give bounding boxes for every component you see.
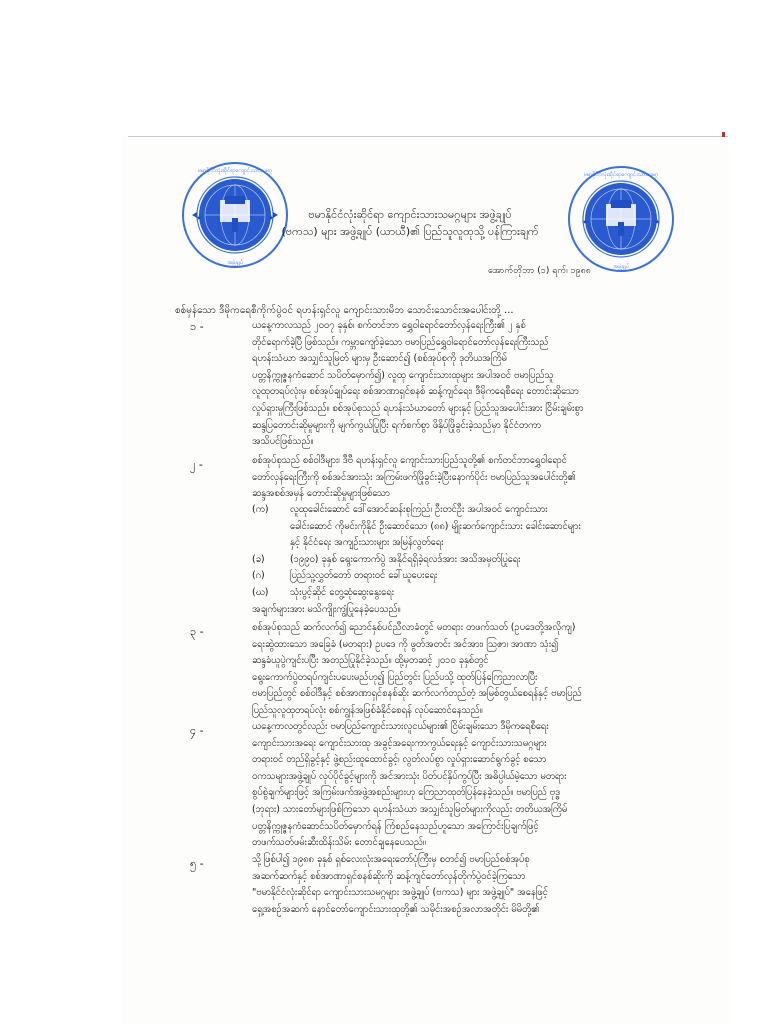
list-item-label: (ဃ) <box>252 587 269 598</box>
paragraph-line: ရေးဆွဲထားသော အခြေခံ (မတရား) ဥပဒေ ကို ဖွတ်အတင်း အင်အား၊ ဩဇာ၊ အာဏာ သုံး၍ <box>252 638 559 650</box>
paragraph-closing: အချက်များအား မသိကျိုးကျွံပြုနေခဲ့ပေသည်။ <box>252 604 401 615</box>
svg-text:ဗမာနိုင်ငံလုံးဆိုင်ရာကျောင်းသာ: ဗမာနိုင်ငံလုံးဆိုင်ရာကျောင်းသားသမဂ္ဂ <box>197 168 273 174</box>
paragraph-line: အဆက်ဆက်နှင့် စစ်အာဏာရှင်စနစ်ဆိုးကို ဆန့်ကျင်တော်လှန်တိုက်ပွဲဝင်ခဲ့ကြသော <box>252 870 526 882</box>
paragraph-line: စွပ်စွဲချက်များဖြင့် အကြမ်းဖက်အဖွဲ့အစည်းများဟု ကြေညာထုတ်ပြန်နေခဲ့သည်။ ဗမာပြည် ဗုဒ္ဓ <box>252 787 560 799</box>
paragraph-line: တော်လှန်ရေးကြီးကို စစ်အင်အားသုံး အကြမ်းဖက်ဖြိုခွင်းခဲ့ပြီးနောက်ပိုင်း ဗမာပြည်သူအပေါင်းတို့၏ <box>252 471 576 483</box>
paragraph-line: စစ်အုပ်စုသည် စစ်ဝါဒီများ၊ ဒီဗီ ရဟန်းရှင်လူ ကျောင်းသားပြည်သူတို့၏ စက်တင်ဘာရွှေဝါရောင် <box>252 455 567 466</box>
paragraph-number: ၂ - <box>190 458 203 471</box>
paragraph-line: ရဟန်းသံဃာ အသျှင်သူမြတ် များမှ ဦးဆောင်၍ (စစ်အုပ်စုကို ဒုတိယအကြိမ် <box>252 353 507 365</box>
paragraph-number: ၁ - <box>190 320 204 333</box>
list-item <box>252 569 697 586</box>
paragraph-line: တဖက်သတ်ဖမ်းဆီးထိန်းသိမ်း တောင်ချနေပေသည်။ <box>252 837 426 849</box>
paragraph-line: ဗမာပြည်တွင် စစ်ဝါဒီနှင့် စစ်အာဏာရှင်စနစ်ဆိုး ဆက်လက်တည်တံ့ အမြစ်တွယ်စေရန်နှင့် ဗမာပြည် <box>252 688 582 700</box>
paragraph-4 <box>252 719 697 852</box>
paragraph-line: ဆန္ဒအစစ်အမှန် တောင်းဆိုမှုများဖြစ်သော <box>252 488 390 500</box>
paragraph-line: ဆန္ဒခံယူပွဲကျင်းပပြီး အတည်ပြုနိုင်ခဲ့သည်။ ထို့မှတဆင့် ၂၀၁၀ ခုနှစ်တွင် <box>252 655 489 667</box>
list-item-text: ပြည်သူ့လွှတ်တော် တရားဝင် ခေါ်ယူပေးရေး <box>290 570 438 582</box>
svg-text:★: ★ <box>582 218 589 226</box>
paragraph-line: ပတ္တနိက္ကုဇ္ဇနကံဆောင် သပိတ်မှောက်၍) လူထု ကျောင်းသားထုများ အပါအဝင် ဗမာပြည်သူ <box>252 369 554 381</box>
reference-number: အောက်တိုဘာ (၁) ရက်၊ ၁၉၈၈ <box>488 266 591 276</box>
paragraph-line: တရားဝင် တည်ရှိခွင့်နှင့် ဖွဲ့စည်းထူထောင်ခွင့်၊ လွတ်လပ်စွာ လှုပ်ရှားဆောင်ရွက်ခွင့် စသော <box>252 754 547 766</box>
paragraph-number: ၄ - <box>190 724 204 737</box>
list-item-label: (က) <box>252 504 269 515</box>
svg-text:★: ★ <box>196 214 203 222</box>
paragraph-line: လှုပ်ရှားမှုကြီးဖြစ်သည်။ စစ်အုပ်စုသည် ရဟန်းသံဃာတော် များနှင့် ပြည်သူအပေါင်းအား ငြိမ်းချမ်းစွာ <box>252 402 584 414</box>
right-seal-icon <box>566 164 676 274</box>
list-item-text: (၁၉၉၀) ခုနှစ် ရွေးကောက်ပွဲ အနိုင်ရရှိခဲ့ရလဒ်အား အသိအမှတ်ပြုရေး <box>290 553 521 565</box>
title-line-1: ဗမာနိုင်ငံလုံးဆိုင်ရာ ကျောင်းသားသမဂ္ဂများ အဖွဲ့ချုပ် <box>308 208 512 221</box>
paragraph-line: ယနေ့ကာလတွင်လည်း ဗမာပြည်ကျောင်းသားလူငယ်များ၏ ငြိမ်းချမ်းသော ဒီမိုကရေစီရေး <box>252 721 549 732</box>
paragraph-line: ကျောင်းသားအရေး ကျောင်းသားထု အခွင့်အရေးကာကွယ်ရေးနှင့် ကျောင်းသားသမဂ္ဂများ <box>252 737 547 749</box>
paragraph-2 <box>252 453 697 503</box>
svg-text:အဖွဲ့ချုပ်: အဖွဲ့ချုပ် <box>226 260 244 266</box>
paragraph-1 <box>252 318 697 451</box>
paragraph-line: ယနေ့ကာလသည် ၂၀၀၇ ခုနှစ်၊ စက်တင်ဘာ ရွှေဝါရောင်တော်လှန်ရေးကြီး၏ ၂ နှစ် <box>252 320 526 331</box>
paragraph-line: "ဗမာနိုင်ငံလုံးဆိုင်ရာ ကျောင်းသားသမဂ္ဂများ အဖွဲ့ချုပ် (ဗကသ) များ အဖွဲ့ချုပ်" အနေဖြင့် <box>252 887 548 899</box>
paragraph-number: ၅ - <box>190 857 204 870</box>
paragraph-number: ၃ - <box>190 625 204 638</box>
svg-text:ဗမာနိုင်ငံလုံးဆိုင်ရာကျောင်းသာ: ဗမာနိုင်ငံလုံးဆိုင်ရာကျောင်းသားသမဂ္ဂ <box>583 172 659 178</box>
paragraph-line: စစ်အုပ်စုသည် ဆက်လက်၍ ညောင်နှစ်ပင်ညီလာခံတွင် မတရား တဖက်သတ် (ဥပဒေတို့အလိုကျ) <box>252 622 576 633</box>
paragraph-line: ဝကသများအဖွဲ့ချုပ် လုပ်ပိုင်ခွင့်များကို အင်အားသုံး ပိတ်ပင်နှိပ်ကွပ်ပြီး အဓိပ္ပါယ်မဲ့သော မတရား <box>252 770 567 782</box>
top-edge-line <box>128 136 728 137</box>
list-item <box>252 503 697 520</box>
paragraph-line: လူထုတရပ်လုံးမှ စစ်အုပ်ချုပ်ရေး စစ်အာဏာရှင်စနစ် ဆန့်ကျင်ရေး၊ ဒီမိုကရေစီရေး တောင်းဆိုသော <box>252 386 579 398</box>
document-title <box>265 206 555 240</box>
paragraph-line: ရှေ့အစဉ်အဆက် နောင်တော်ကျောင်းသားထုတို့၏ သမိုင်းအစဉ်အလာအတိုင်း မိမိတို့၏ <box>252 903 540 915</box>
list-item-text: နှင့် နိုင်ငံရေး အကျဉ်းသားများ အမြန်လွတ်ရေး <box>290 537 444 549</box>
paragraph-line: ရွေးကောက်ပွဲတရပ်ကျင်းပပေးမည်ဟု၍ ပြည်တွင်း ပြည်ပသို့ ထုတ်ပြန်ကြေညာလာပြီး <box>252 671 538 683</box>
svg-text:★: ★ <box>654 218 661 226</box>
list-item-text: ခေါင်းဆောင် ကိုမင်းကိုနိုင် ဦးဆောင်သော (၈၈) မျိုးဆက်ကျောင်းသား ခေါင်းဆောင်များ <box>290 520 581 532</box>
title-line-2: (ဗကသ) များ အဖွဲ့ချုပ် (ယာယီ)၏ ပြည်သူလူထုသို့ ပန်ကြားချက် <box>281 225 539 238</box>
paragraph-3 <box>252 620 697 720</box>
list-item-label: (ခ) <box>252 553 265 565</box>
paragraph-line: အသိပင်ဖြစ်သည်။ <box>252 436 314 448</box>
paragraph-line: တိုင်ရောက်ခဲ့ပြီ ဖြစ်သည်။ ကမ္ဘာကျော်ခဲ့သော ဗမာပြည်ရွှေဝါရောင်တော်လှန်ရေးကြီးသည် <box>252 336 549 348</box>
paragraph-line: ပတ္တနိက္ကုဇ္ဇနကံဆောင်သပိတ်မှောက်ရန် ကြံစည်နေသည်ဟူသော အကြောင်းပြချက်ဖြင့် <box>252 820 539 832</box>
list-item <box>252 553 697 570</box>
svg-text:အဖွဲ့ချုပ်: အဖွဲ့ချုပ် <box>612 264 630 270</box>
paragraph-line: ဆန္ဒပြတောင်းဆိုမှုများကို မျက်ကွယ်ပြုပြီး ရက်စက်စွာ ဖိနှိပ်ဖြိုခွင်းခဲ့သည်မှာ နိုင်ငံတကာ <box>252 419 542 431</box>
salutation: စစ်မှန်သော ဒီမိုကရေစီကိုက်ပွဲဝင် ရဟန်းရှင်လူ ကျောင်းသားမိဘ သောင်းသောင်းအပေါင်းတို့ ... <box>175 305 514 316</box>
svg-text:★: ★ <box>268 214 275 222</box>
paragraph-line: ပြည်သူလူထုတရပ်လုံး စစ်ကျွန်အဖြစ်ခံနိုင်စေရန် လုပ်ဆောင်နေသည်။ <box>252 704 483 716</box>
list-item-text: လူထုခေါင်းဆောင် ဒေါ်အောင်ဆန်းစုကြည်၊ ဦးတင်ဦး အပါအဝင် ကျောင်းသား <box>290 504 548 515</box>
list-item-label: (ဂ) <box>252 570 265 582</box>
list-item-text: သုံးပွင့်ဆိုင် တွေ့ဆုံဆွေးနွေးရေး <box>290 587 395 598</box>
paragraph-line: (ဘုရား) သားတော်များဖြစ်ကြသော ရဟန်းသံဃာ အသျှင်သူမြတ်များကိုလည်း တတိယအကြိမ် <box>252 803 568 815</box>
top-edge-mark <box>722 132 725 137</box>
list-item <box>252 586 697 603</box>
paragraph-line: သို့ဖြစ်ပါ၍ ၁၉၈၈ ခုနှစ် ရှစ်လေးလုံးအရေးတော်ပုံကြီးမှ စတင်၍ ဗမာပြည်စစ်အုပ်စု <box>252 854 530 865</box>
paragraph-5 <box>252 852 697 918</box>
